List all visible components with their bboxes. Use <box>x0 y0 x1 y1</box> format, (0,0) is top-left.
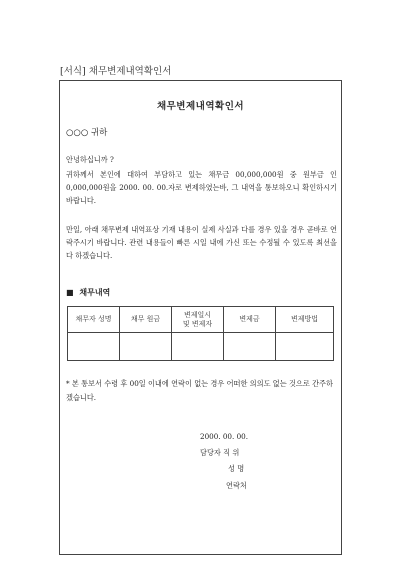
document-title: 채무변제내역확인서 <box>156 101 245 112</box>
table-header-row <box>68 307 334 333</box>
table-cell <box>172 333 224 361</box>
section-title <box>66 287 110 298</box>
table-cell <box>68 333 120 361</box>
document-form-label: [서식] 채무변제내역확인서 <box>60 66 172 77</box>
signature-name-line: 성 명 <box>228 464 245 473</box>
signature-position-line: 담당자 직 위 <box>200 448 240 457</box>
header-debtor-name: 채무자 성명 <box>68 307 120 333</box>
header-principal: 채무 원금 <box>120 307 172 333</box>
table-cell <box>224 333 276 361</box>
body-paragraph-2: 만일, 아래 채무변제 내역표상 기재 내용이 실제 사실과 다를 경우 있을 경우 곧바로 연락주시기 바랍니다. 관련 내용들이 빠른 시일 내에 가신 또는 수정될 수 있도록 최선을 다 하겠습니다. <box>66 225 337 260</box>
table-cell <box>120 333 172 361</box>
header-repayment-date: 변제일시 및 변제자 <box>172 307 224 333</box>
notice-note: * 본 통보서 수령 후 00일 이내에 연락이 없는 경우 어떠한 의의도 없는 것으로 간주하겠습니다. <box>66 379 333 402</box>
header-repayment-amount: 변제금 <box>224 307 276 333</box>
signature-contact-line: 연락처 <box>226 481 247 490</box>
table-cell <box>276 333 334 361</box>
square-bullet-icon: ■ <box>66 287 74 297</box>
recipient-line: ○○○ 귀하 <box>66 128 108 138</box>
signature-date: 2000. 00. 00. <box>200 432 249 441</box>
body-paragraph-1: 귀하께서 본인에 대하여 부담하고 있는 채무금 00,000,000원 중 원부금 인 0,000,000원을 2000. 00. 00.자로 변제하였는바, 그 내역을 통보하오니 확인하시기 바랍니다. <box>66 170 337 205</box>
section-title-text: 채무내역 <box>79 287 111 297</box>
table-row <box>68 333 334 361</box>
header-repayment-method: 변제방법 <box>276 307 334 333</box>
debt-table <box>67 306 334 361</box>
document-frame <box>59 80 342 555</box>
greeting-line: 안녕하십니까 ? <box>66 155 114 164</box>
